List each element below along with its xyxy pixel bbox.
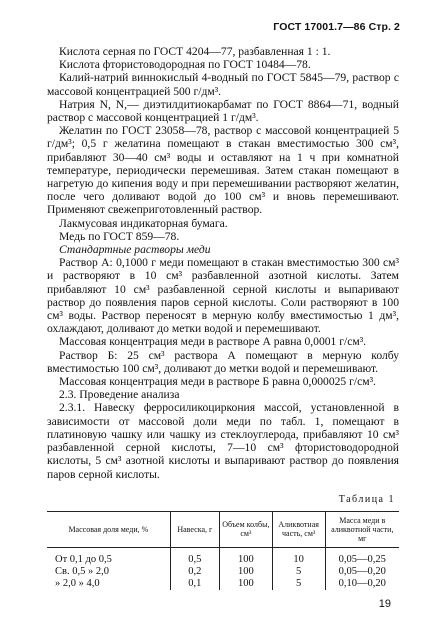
table-cell: 0,2: [170, 566, 219, 578]
table-cell: 0,05—0,25: [325, 547, 399, 566]
reagent-sulfuric-acid: Кислота серная по ГОСТ 4204—77, разбавленная 1 : 1.: [59, 45, 331, 58]
reagent-gelatin: Желатин по ГОСТ 23058—78, раствор с массовой концентрацией 5 г/дм³; 0,5 г желатина помещают в стакан вместимостью 300 см³, прибавляют 30—40 см³ воды и оставляют на 1 ч при комнатной температуре, периодически перемешивая. Затем стакан помещают в нагретую до кипения воду и при перемешивании растворяют желатин, после чего доливают водой до 100 см³ и вновь перемешивают. Применяют свежеприготовленный раствор.: [47, 124, 399, 217]
solution-b-prep: Раствор Б: 25 см³ раствора А помещают в мерную колбу вместимостью 100 см³, доливают до метки водой и перемешивают.: [47, 348, 399, 375]
table-row: [47, 566, 399, 578]
table-cell: 100: [219, 578, 272, 590]
reagent-hydrofluoric-acid: Кислота фтористоводородная по ГОСТ 10484—78.: [59, 58, 311, 72]
table-cell: » 2,0 » 4,0: [55, 577, 100, 589]
solution-a-prep: Раствор А: 0,1000 г меди помещают в стакан вместимостью 300 см³ и растворяют в 10 см³ разбавленной азотной кислоты. Затем прибавляют 10 см³ разбавленной серной кислоты и выпаривают раствор до появления паров серной кислоты. Соли растворяют в 100 см³ воды. Раствор переносят в мерную колбу вместимостью 1 дм³, охлаждают, доливают до метки водой и перемешивают.: [47, 256, 399, 336]
col-header-copper-mass: Масса меди в аликвотной части, мг: [325, 511, 399, 547]
page-header: ГОСТ 17001.7—86 Стр. 2: [273, 21, 400, 33]
table-cell: Св. 0,5 » 2,0: [55, 565, 109, 577]
table-row: [47, 547, 399, 566]
table-cell: 5: [272, 566, 325, 578]
table-header-row: [47, 511, 399, 547]
section-standard-solutions: Стандартные растворы меди: [59, 243, 211, 257]
table-cell: 0,10—0,20: [325, 578, 399, 590]
solution-a-concentration: Массовая концентрация меди в растворе А равна 0,0001 г/см³.: [59, 335, 367, 349]
reagent-copper: Медь по ГОСТ 859—78.: [59, 229, 180, 243]
table-cell: 0,1: [170, 578, 219, 590]
table-cell: 5: [272, 578, 325, 590]
table-cell: 0,5: [170, 547, 219, 566]
table-cell: 0,05—0,20: [325, 566, 399, 578]
solution-b-concentration: Массовая концентрация меди в растворе Б равна 0,000025 г/см³.: [59, 375, 376, 389]
table-caption: Таблица 1: [338, 493, 395, 505]
table-cell: От 0,1 до 0,5: [55, 553, 112, 565]
reagent-litmus-paper: Лакмусовая индикаторная бумага.: [59, 216, 228, 230]
section-analysis-heading: 2.3. Проведение анализа: [59, 388, 180, 402]
table-cell: 10: [272, 547, 325, 566]
table-cell: 100: [219, 566, 272, 578]
col-header-copper-fraction: Массовая доля меди, %: [47, 511, 170, 547]
reagent-potassium-sodium-tartrate: Калий-натрий виннокислый 4-водный по ГОСТ 5845—79, раствор с массовой концентрацией 500 г/дм³.: [47, 71, 399, 98]
page-number: 19: [378, 598, 391, 610]
col-header-aliquot: Аликвотная часть, см³: [272, 511, 325, 547]
document-body: [47, 45, 399, 590]
table-row: [47, 578, 399, 590]
col-header-flask-volume: Объем колбы, см³: [219, 511, 272, 547]
reagent-diethyldithiocarbamate: Натрия N, N,— диэтилдитиокарбамат по ГОСТ 8864—71, водный раствор с массовой концентрацией 1 г/дм³.: [47, 97, 399, 125]
col-header-sample-mass: Навеска, г: [170, 511, 219, 547]
analysis-step-2-3-1: 2.3.1. Навеску ферросиликоциркония массой, установленной в зависимости от массовой доли меди по табл. 1, помещают в платиновую чашку или чашку из стеклоуглерода, прибавляют 10 см³ разбавленной серной кислоты, 7—10 см³ фтористоводородной кислоты, 5 см³ азотной кислоты и выпаривают раствор до появления паров серной кислоты.: [47, 401, 399, 481]
table-cell: 100: [219, 547, 272, 566]
copper-sample-table: [47, 511, 399, 590]
